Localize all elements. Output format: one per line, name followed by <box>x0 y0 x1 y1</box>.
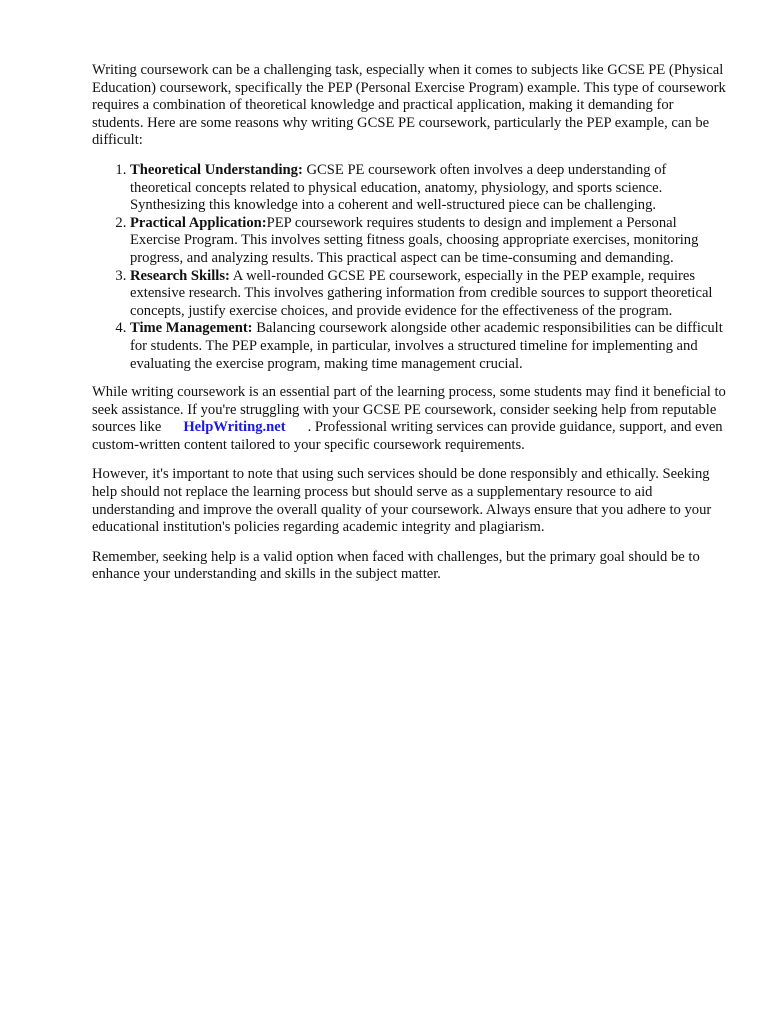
reason-text: Balancing coursework alongside other academic responsibilities can be difficult for students. The PEP example, in particular, involves a structured timeline for implementing and evaluating the exercise program, making time management crucial. <box>130 320 723 372</box>
reason-text: PEP coursework requires students to design and implement a Personal Exercise Program. This involves setting fitness goals, choosing appropriate exercises, monitoring progress, and analyzing results. This practical aspect can be time-consuming and demanding. <box>130 214 699 266</box>
intro-paragraph: Writing coursework can be a challenging task, especially when it comes to subjects like GCSE PE (Physical Education) coursework, specifically the PEP (Personal Exercise Program) example. This type of coursework requires a combination of theoretical knowledge and practical application, making it demanding for students. Here are some reasons why writing GCSE PE coursework, particularly the PEP example, can be difficult: <box>92 62 726 149</box>
list-item <box>130 215 728 268</box>
reasons-list <box>92 162 728 373</box>
reason-text: A well-rounded GCSE PE coursework, especially in the PEP example, requires extensive research. This involves gathering information from credible sources to support theoretical concepts, justify exercise choices, and provide evidence for the effectiveness of the program. <box>130 267 713 319</box>
closing-paragraph: Remember, seeking help is a valid option when faced with challenges, but the primary goal should be to enhance your understanding and skills in the subject matter. <box>92 548 700 583</box>
helpwriting-link[interactable]: HelpWriting.net <box>183 419 286 436</box>
reason-term: Time Management: <box>130 320 253 337</box>
reason-term: Theoretical Understanding: <box>130 161 303 178</box>
assistance-paragraph <box>92 384 728 454</box>
list-item <box>130 320 728 373</box>
assistance-text-before: While writing coursework is an essential part of the learning process, some students may find it beneficial to seek assistance. If you're struggling with your GCSE PE coursework, consider seeking help from reputable sources like <box>92 384 726 436</box>
reason-term: Research Skills: <box>130 267 230 284</box>
caution-paragraph: However, it's important to note that using such services should be done responsibly and ethically. Seeking help should not replace the learning process but should serve as a supplementary resource to aid understanding and improve the overall quality of your coursework. Always ensure that you adhere to your educational institution's policies regarding academic integrity and plagiarism. <box>92 466 712 536</box>
list-item <box>130 268 728 321</box>
list-item <box>130 162 728 215</box>
reason-term: Practical Application: <box>130 214 267 231</box>
assistance-text-after: . Professional writing services can provide guidance, support, and even custom-written content tailored to your specific coursework requirements. <box>92 419 723 453</box>
reason-text: GCSE PE coursework often involves a deep understanding of theoretical concepts related to physical education, anatomy, physiology, and sports science. Synthesizing this knowledge into a coherent and well-structured piece can be challenging. <box>130 161 667 214</box>
document-page <box>92 62 728 596</box>
